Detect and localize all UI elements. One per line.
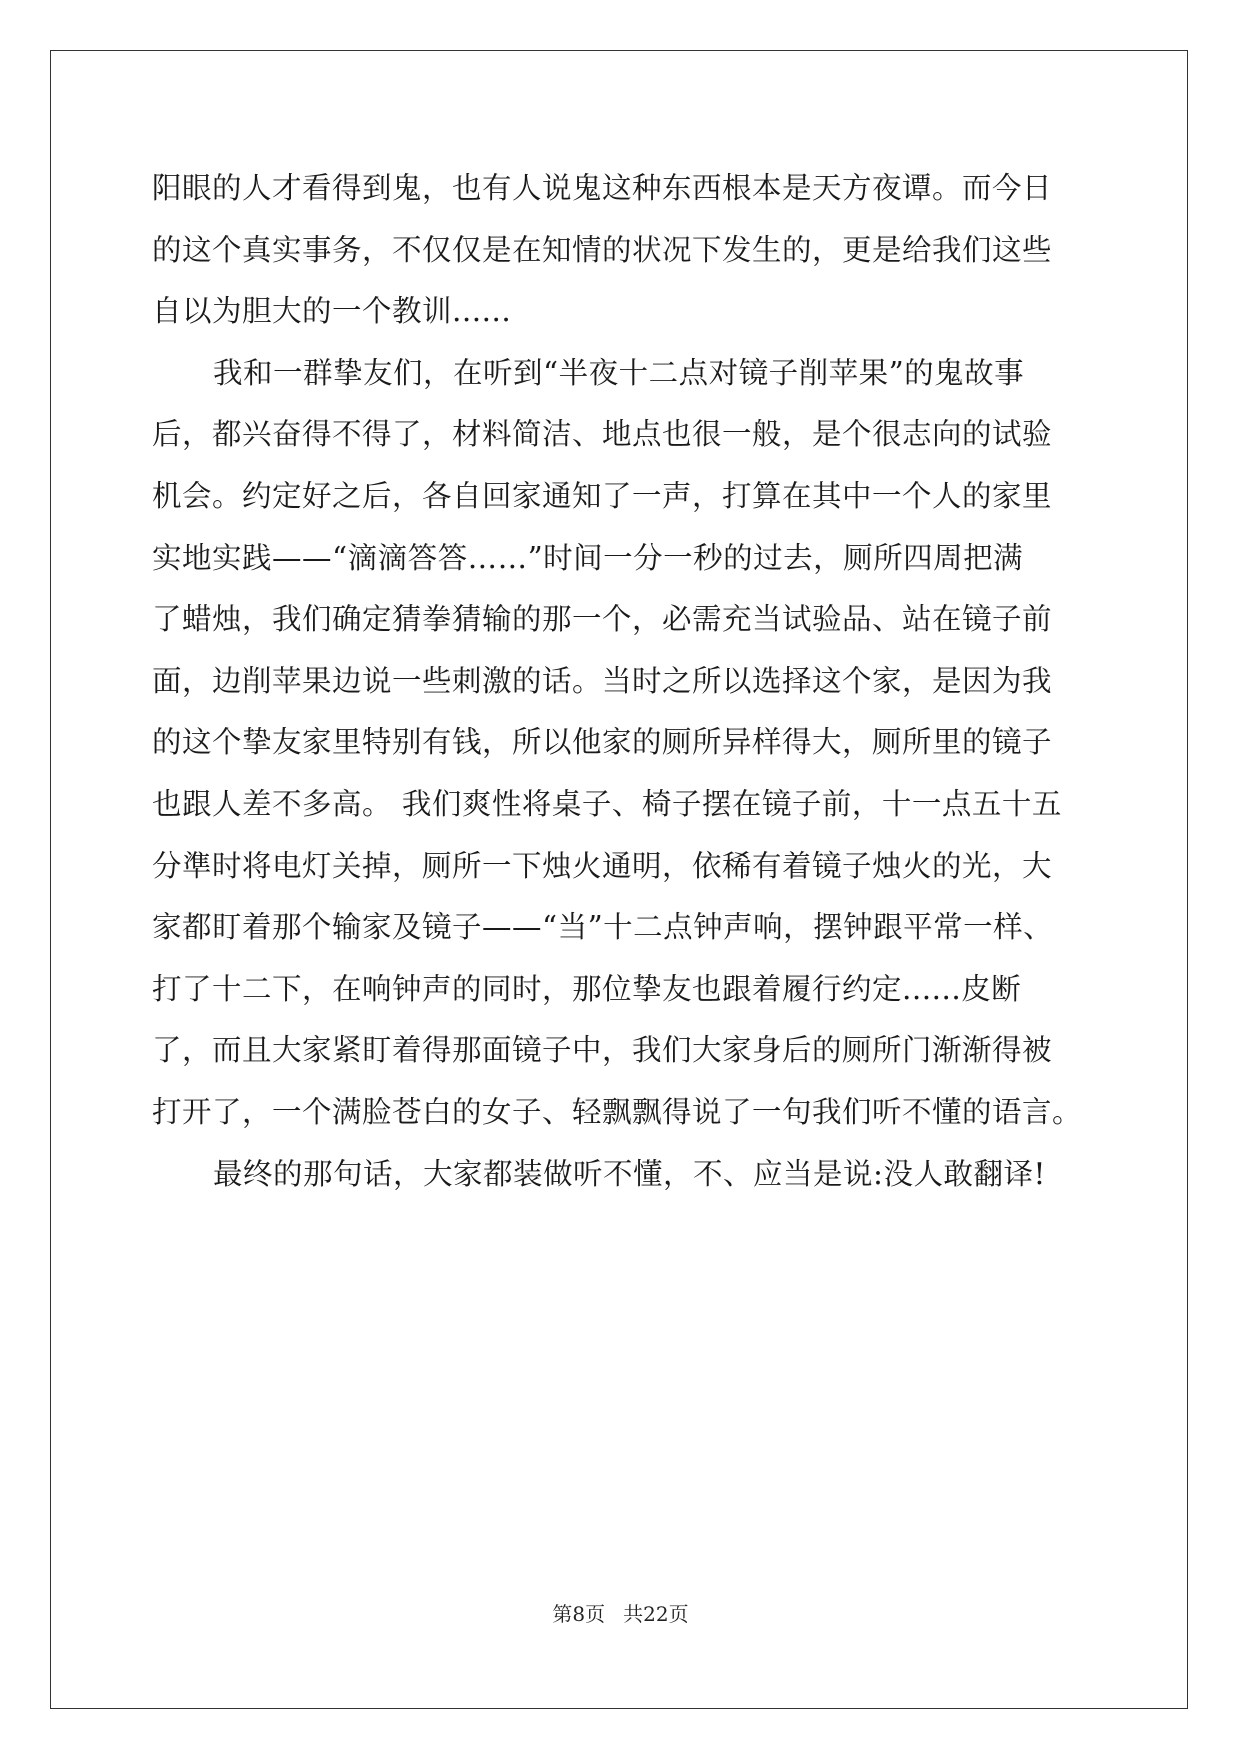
- text-line: 分準时将电灯关掉，厕所一下烛火通明，依稀有着镜子烛火的光，大: [152, 848, 1053, 883]
- text-line: 最终的那句话，大家都装做听不懂，不、应当是说:没人敢翻译!: [213, 1156, 1046, 1191]
- page-number: 第8页: [552, 1602, 606, 1626]
- paragraph-2: [152, 343, 1112, 1144]
- text-line: 机会。约定好之后，各自回家通知了一声，打算在其中一个人的家里: [152, 478, 1053, 513]
- text-line: 的这个挚友家里特别有钱，所以他家的厕所异样得大，厕所里的镜子: [152, 725, 1053, 760]
- text-line: 面，边削苹果边说一些刺激的话。当时之所以选择这个家，是因为我: [152, 663, 1053, 698]
- page-footer: [0, 1598, 1241, 1627]
- paragraph-1: [152, 158, 1112, 343]
- text-line: 自以为胆大的一个教训......: [152, 294, 512, 329]
- text-line: 后，都兴奋得不得了，材料简洁、地点也很一般，是个很志向的试验: [152, 417, 1053, 452]
- text-line: 我和一群挚友们，在听到“半夜十二点对镜子削苹果”的鬼故事: [213, 355, 1025, 390]
- text-line: 实地实践——“滴滴答答……”时间一分一秒的过去，厕所四周把满: [152, 540, 1024, 575]
- page-total: 共22页: [623, 1602, 689, 1626]
- text-line: 打了十二下，在响钟声的同时，那位挚友也跟着履行约定......皮断: [152, 971, 1022, 1006]
- text-line: 的这个真实事务，不仅仅是在知情的状况下发生的，更是给我们这些: [152, 232, 1053, 267]
- text-line: 了，而且大家紧盯着得那面镜子中，我们大家身后的厕所门渐渐得被: [152, 1033, 1053, 1068]
- text-line: 阳眼的人才看得到鬼，也有人说鬼这种东西根本是天方夜谭。而今日: [152, 171, 1053, 205]
- paragraph-3: [152, 1144, 1112, 1206]
- document-body: [152, 158, 1112, 1205]
- text-line: 也跟人差不多高。 我们爽性将桌子、椅子摆在镜子前，十一点五十五: [152, 786, 1062, 821]
- text-line: 了蜡烛，我们确定猜拳猜输的那一个，必需充当试验品、站在镜子前: [152, 602, 1053, 637]
- text-line: 家都盯着那个输家及镜子——“当”十二点钟声响，摆钟跟平常一样、: [152, 910, 1054, 945]
- text-line: 打开了，一个满脸苍白的女子、轻飘飘得说了一句我们听不懂的语言。: [152, 1094, 1083, 1129]
